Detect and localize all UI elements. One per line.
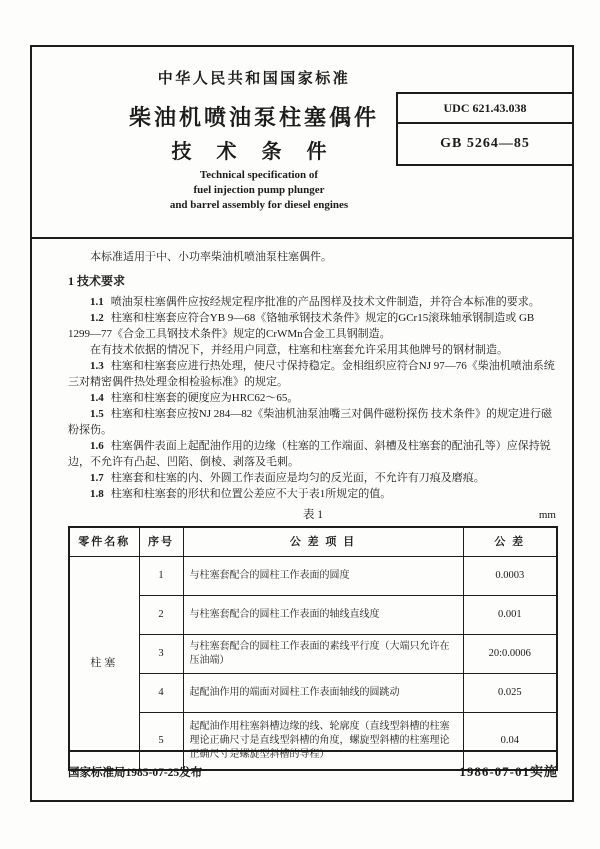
table-caption-row [68, 508, 558, 523]
table-cell-part-name: 柱塞 [69, 557, 139, 771]
clause-number: 1.7 [90, 472, 104, 484]
standard-number-box [396, 92, 572, 166]
document-frame [30, 45, 574, 802]
table-cell-serial: 4 [139, 674, 183, 713]
clause-text: 柱塞和柱塞套的硬度应为HRC62～65。 [110, 392, 299, 404]
clause-paragraph [68, 390, 558, 406]
english-title-line-3: and barrel assembly for diesel engines [169, 199, 349, 211]
table-cell-tolerance: 0.001 [463, 596, 557, 635]
clause-text: 柱塞偶件表面上起配油作用的边缘（柱塞的工作端面、斜槽及柱塞套的配油孔等）应保持锐边，不允许有凸起、凹陷、倒棱、剥落及毛刺。 [68, 440, 551, 468]
table-cell-tolerance: 0.025 [463, 674, 557, 713]
table-cell-item: 与柱塞套配合的圆柱工作表面的素线平行度（大端只允许在压油端） [183, 635, 463, 674]
scope-paragraph: 本标准适用于中、小功率柴油机喷油泵柱塞偶件。 [90, 251, 332, 263]
clause-number: 1.4 [90, 392, 104, 404]
table-header-serial: 序号 [139, 527, 183, 557]
document-footer [68, 750, 558, 780]
english-title-line-1: Technical specification of [199, 169, 319, 181]
table-row [69, 596, 557, 635]
clause-number: 1.8 [90, 488, 104, 500]
table-cell-tolerance: 20:0.0006 [463, 635, 557, 674]
table-cell-serial: 2 [139, 596, 183, 635]
table-header-row [69, 527, 557, 557]
clause-text: 柱塞和柱塞套应按NJ 284—82《柴油机油泵油嘴三对偶件磁粉探伤 技术条件》的规定进行磁粉探伤。 [68, 408, 552, 436]
english-title-line-2: fuel injection pump plunger [193, 184, 325, 196]
table-cell-serial: 5 [139, 713, 183, 771]
clause-number: 1.6 [90, 440, 104, 452]
document-title-line2: 技 术 条 件 [171, 141, 337, 163]
document-header [32, 47, 572, 239]
clause-paragraph [68, 470, 558, 486]
clause-text: 柱塞和柱塞套应进行热处理，使尺寸保持稳定。金相组织应符合NJ 97—76《柴油机喷油系统三对精密偶件热处理金相检验标准》的规定。 [68, 360, 555, 388]
document-title-line1: 柴油机喷油泵柱塞偶件 [128, 105, 379, 130]
table-header-part-name: 零件名称 [69, 527, 139, 557]
document-body [32, 239, 572, 771]
udc-number: UDC 621.43.038 [398, 94, 572, 124]
table-row [69, 557, 557, 596]
issue-date: 国家标准局1985-07-25发布 [68, 767, 203, 779]
clause-paragraph [68, 438, 558, 470]
tolerance-table [68, 526, 558, 771]
implementation-date: 1986-07-01实施 [459, 764, 558, 779]
table-cell-item: 与柱塞套配合的圆柱工作表面的圆度 [183, 557, 463, 596]
national-standard-label: 中华人民共和国国家标准 [157, 71, 351, 87]
clause-paragraph [68, 406, 558, 438]
table-header-tolerance: 公 差 [463, 527, 557, 557]
table-cell-serial: 3 [139, 635, 183, 674]
table-header-item: 公 差 项 目 [183, 527, 463, 557]
table-unit: mm [538, 509, 556, 521]
clause-number: 1.1 [90, 296, 104, 308]
clause-paragraph [68, 310, 558, 342]
table-cell-tolerance: 0.04 [463, 713, 557, 771]
table-cell-item: 起配油作用的端面对圆柱工作表面轴线的圆跳动 [183, 674, 463, 713]
clause-text: 喷油泵柱塞偶件应按经规定程序批准的产品图样及技术文件制造，并符合本标准的要求。 [110, 296, 540, 308]
clause-paragraph [68, 358, 558, 390]
clause-text: 柱塞和柱塞套应符合YB 9—68《铬轴承钢技术条件》规定的GCr15滚珠轴承钢制造或 GB 1299—77《合金工具钢技术条件》规定的CrWMn合金工具钢制造。 [68, 312, 535, 340]
clause-number: 1.2 [90, 312, 104, 324]
clause-text: 柱塞套和柱塞的内、外圆工作表面应是均匀的反光面，不允许有刀痕及磨痕。 [110, 472, 485, 484]
table-caption: 表 1 [302, 509, 324, 521]
clause-paragraph [68, 294, 558, 310]
clause-text: 柱塞和柱塞套的形状和位置公差应不大于表1所规定的值。 [110, 488, 392, 500]
table-row [69, 674, 557, 713]
section-heading: 1 技术要求 [68, 274, 126, 288]
clause-number: 1.3 [90, 360, 104, 372]
table-row [69, 635, 557, 674]
standard-number: GB 5264—85 [440, 136, 530, 151]
clause-paragraph [68, 342, 558, 358]
english-title [44, 168, 474, 213]
clause-number: 1.5 [90, 408, 104, 420]
table-cell-item: 与柱塞套配合的圆柱工作表面的轴线直线度 [183, 596, 463, 635]
clause-paragraph [68, 486, 558, 502]
table-cell-tolerance: 0.0003 [463, 557, 557, 596]
clause-text: 在有技术依据的情况下，并经用户同意，柱塞和柱塞套允许采用其他牌号的钢材制造。 [90, 344, 508, 356]
table-cell-item: 起配油作用柱塞斜槽边缘的线、轮廓度（直线型斜槽的柱塞理论正确尺寸是直线型斜槽的角度，螺旋型斜槽的柱塞理论正确尺寸是螺旋型斜槽的导程） [183, 713, 463, 771]
table-cell-serial: 1 [139, 557, 183, 596]
